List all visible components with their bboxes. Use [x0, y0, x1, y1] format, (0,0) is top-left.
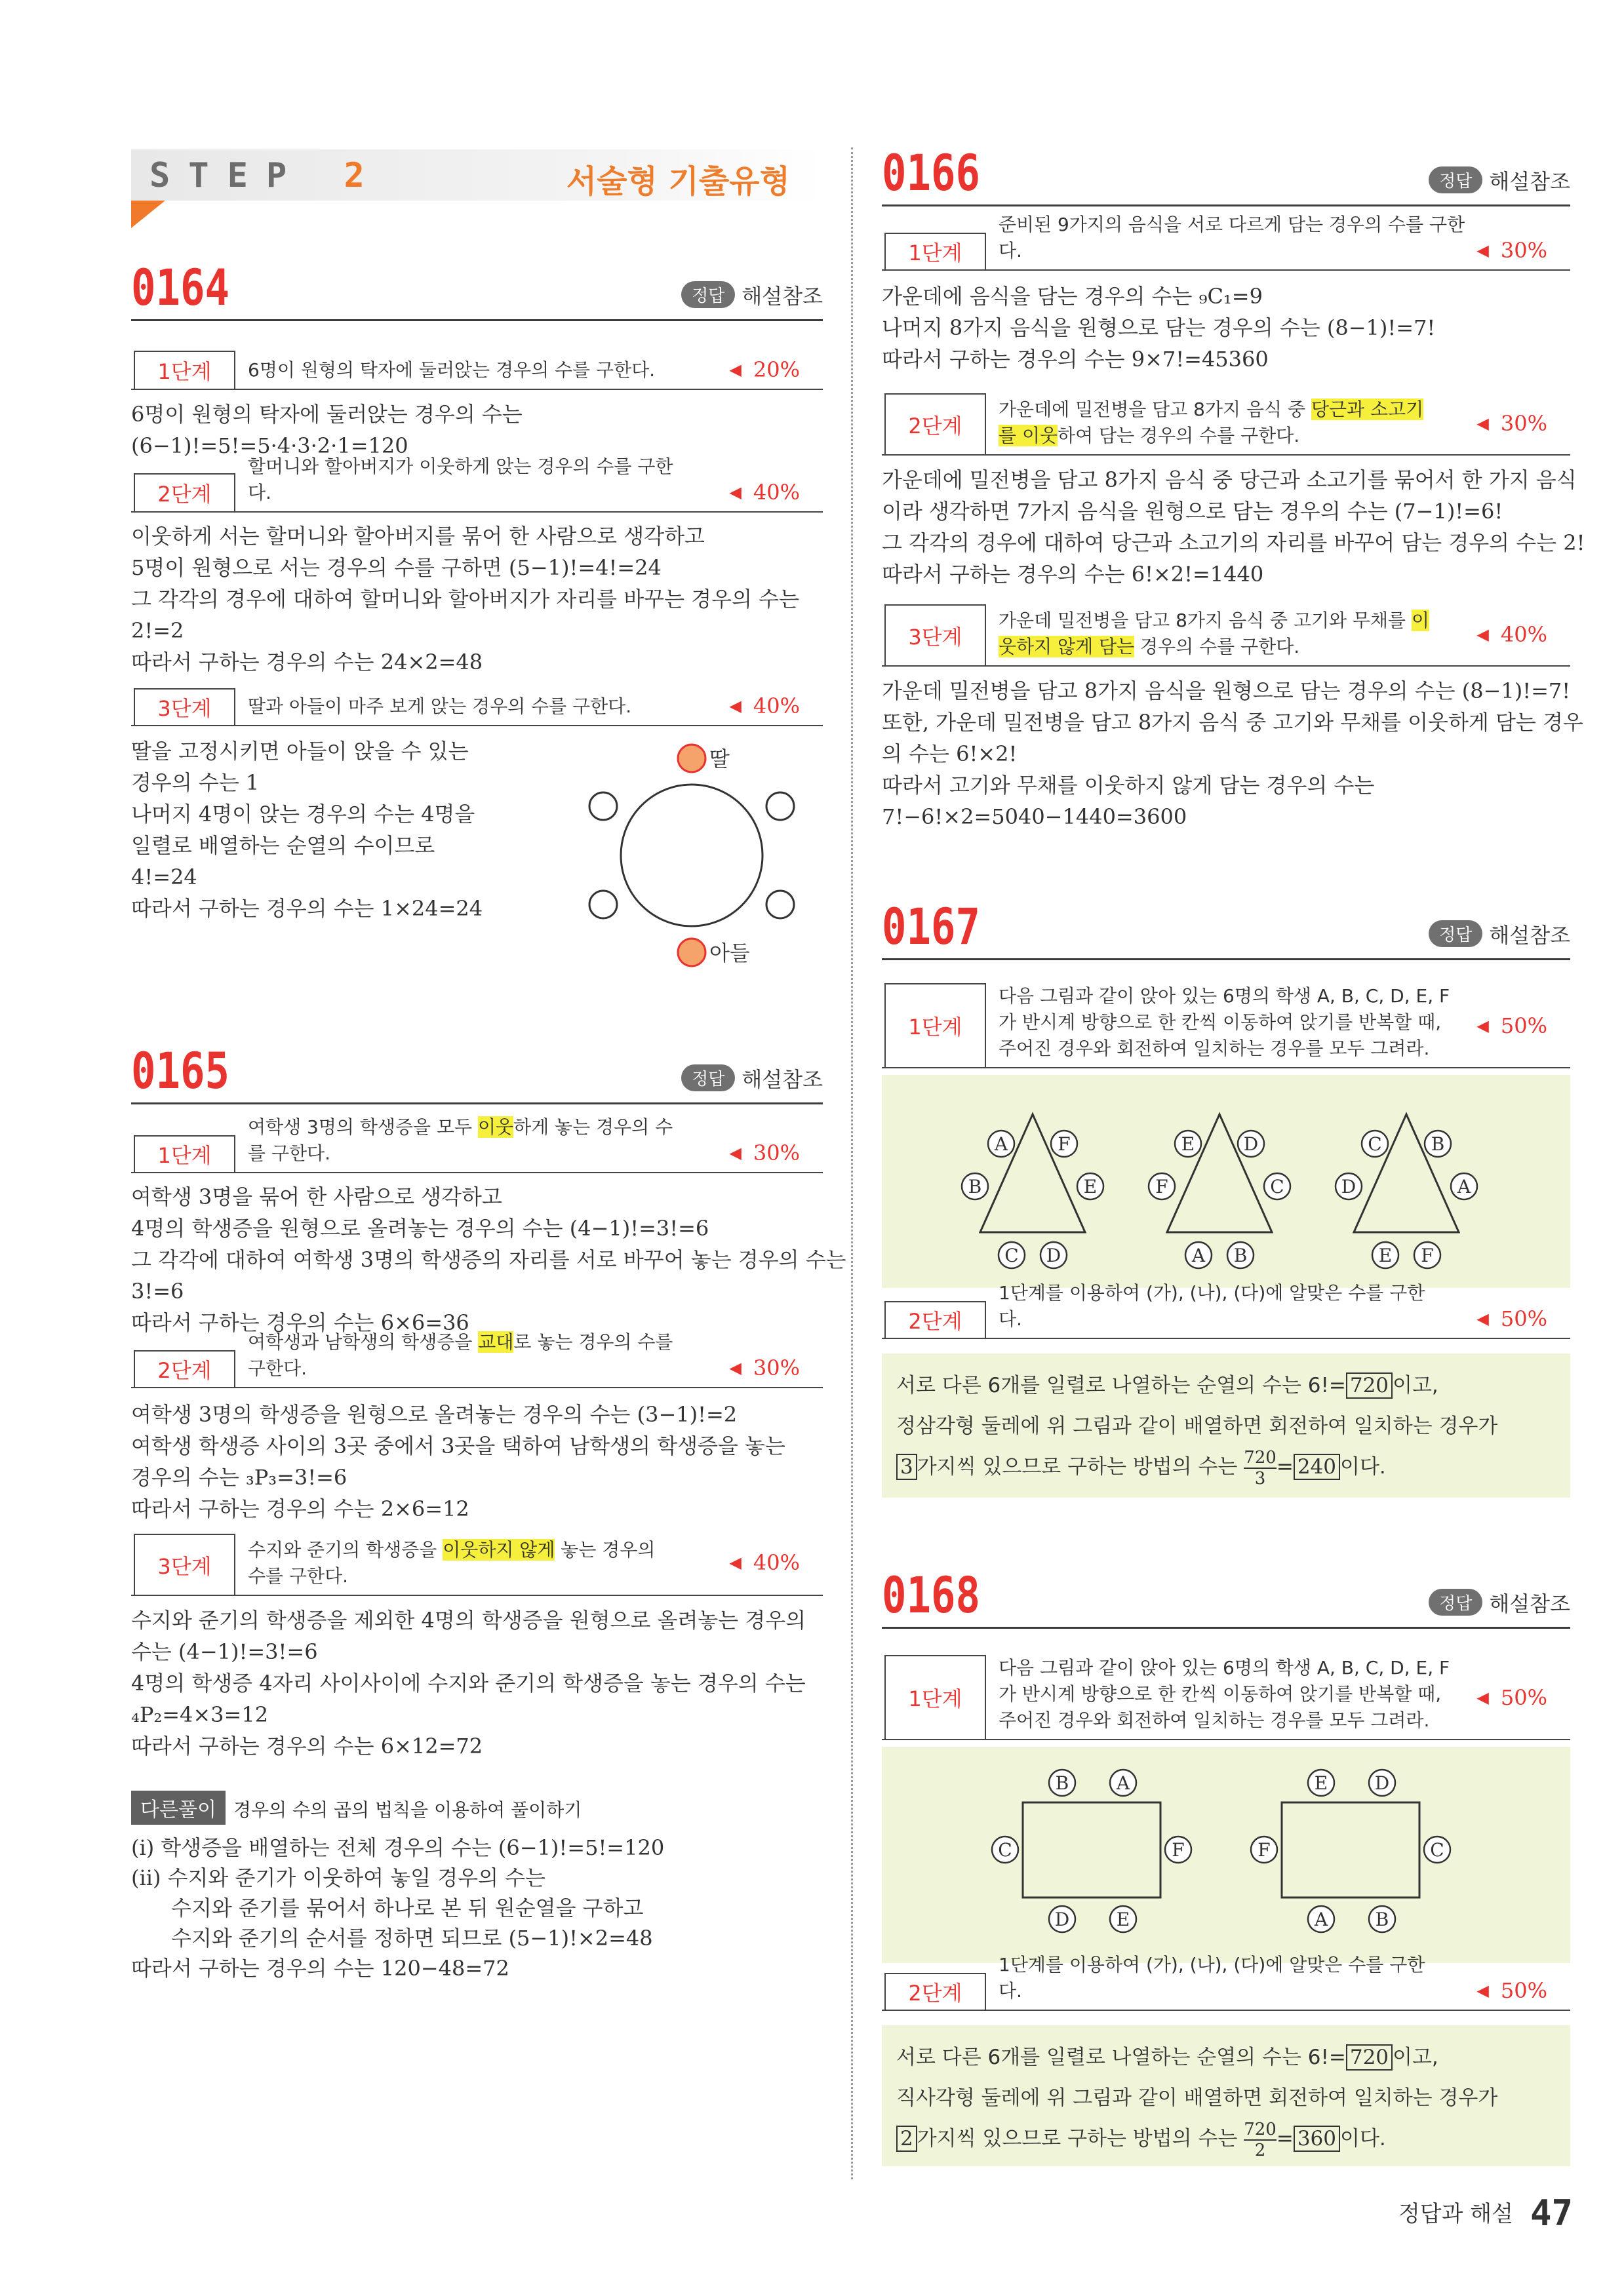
svg-text:E: E	[1181, 1133, 1195, 1155]
label-son: 아들	[709, 941, 750, 965]
seat-son	[678, 939, 705, 966]
stage-0166-2: 2단계 가운데에 밀전병을 담고 8가지 음식 중 당근과 소고기를 이웃하여 담는 경우의 수를 구한다. ◀ 30%	[882, 393, 1570, 456]
body-0165-3: 수지와 준기의 학생증을 제외한 4명의 학생증을 원형으로 올려놓는 경우의 수는 (4−1)!=3!=6 4명의 학생증 4자리 사이사이에 수지와 준기의 학생증을 놓는 경우의 수는 ₄P₂=4×3=12 따라서 구하는 경우의 수는 6×12=72	[131, 1608, 806, 1759]
svg-text:E: E	[1378, 1245, 1393, 1266]
body-0164-3: 딸을 고정시키면 아들이 앉을 수 있는 경우의 수는 1 나머지 4명이 앉는 경우의 수는 4명을 일렬로 배열하는 순열의 수이므로 4!=24 따라서 구하는 경우의 수는 1×24=24	[131, 739, 483, 921]
stage-0164-3: 3단계 딸과 아들이 마주 보게 앉는 경우의 수를 구한다. ◀ 40%	[131, 688, 823, 726]
seat-top-left	[1175, 1131, 1201, 1157]
svg-text:F: F	[1172, 1839, 1185, 1861]
body-0166-2: 가운데에 밀전병을 담고 8가지 음식 중 당근과 소고기를 묶어서 한 가지 음식 이라 생각하면 7가지 음식을 원형으로 담는 경우의 수는 (7−1)!=6! 그 각각의 경우에 대하여 당근과 소고기의 자리를 바꾸어 담는 경우의 수는 2! 따라서 구하는 경우의 수는 6!×2!=1440	[882, 467, 1585, 587]
problem-header-0164	[131, 258, 823, 321]
seat-mid-right	[1451, 1173, 1477, 1199]
seat-bottom-right	[1414, 1242, 1440, 1268]
svg-text:A: A	[1191, 1245, 1206, 1266]
stage-0165-3: 3단계 수지와 준기의 학생증을 이웃하지 않게 놓는 경우의 수를 구한다. ◀ 40%	[131, 1534, 823, 1596]
body-0164-1: 6명이 원형의 탁자에 둘러앉는 경우의 수는 (6−1)!=5!=5·4·3·2·1=120	[131, 402, 523, 458]
svg-text:A: A	[994, 1133, 1008, 1155]
problem-header-0166: 0166 정답 해설참조	[882, 147, 1570, 206]
svg-text:E: E	[1314, 1772, 1328, 1794]
seat-top-right	[1051, 1131, 1077, 1157]
seat-top-left	[1308, 1770, 1334, 1796]
stage-0165-1: 1단계 여학생 3명의 학생증을 모두 이웃하게 놓는 경우의 수를 구한다. ◀ 30%	[131, 1135, 823, 1173]
svg-text:C: C	[1270, 1176, 1284, 1197]
seat-top-left	[1049, 1770, 1075, 1796]
svg-text:A: A	[1457, 1176, 1471, 1197]
svg-text:F: F	[1258, 1839, 1271, 1861]
seat-mid-right	[1077, 1173, 1103, 1199]
blank-da: 360	[1294, 2126, 1340, 2152]
seat-bottom-right	[1040, 1242, 1067, 1268]
problem-header-0165: 0165 정답 해설참조	[131, 1045, 823, 1104]
answer-box-0167: 서로 다른 6개를 일렬로 나열하는 순열의 수는 6!= 720 이고, 정삼각형 둘레에 위 그림과 같이 배열하면 회전하여 일치하는 경우가 3 가지씩 있으므로 구하는 방법의 수는 $\frac{720}{3}$ = 240 이다.	[882, 1353, 1570, 1498]
stage-0167-1: 1단계 다음 그림과 같이 앉아 있는 6명의 학생 A, B, C, D, E, F가 반시계 방향으로 한 칸씩 이동하여 앉기를 반복할 때, 주어진 경우와 회전하여 일치하는 경우를 모두 그려라. ◀ 50%	[882, 983, 1570, 1068]
svg-text:B: B	[1375, 1909, 1389, 1930]
stage-0168-1: 1단계 다음 그림과 같이 앉아 있는 6명의 학생 A, B, C, D, E, F가 반시계 방향으로 한 칸씩 이동하여 앉기를 반복할 때, 주어진 경우와 회전하여 일치하는 경우를 모두 그려라. ◀ 50%	[882, 1655, 1570, 1740]
stage-0166-3: 3단계 가운데 밀전병을 담고 8가지 음식 중 고기와 무채를 이웃하지 않게 담는 경우의 수를 구한다. ◀ 40%	[882, 604, 1570, 667]
svg-text:D: D	[1054, 1909, 1070, 1930]
seat-bottom-left	[1308, 1906, 1334, 1932]
seat-top-right	[1110, 1770, 1136, 1796]
body-0165-2: 여학생 3명의 학생증을 원형으로 올려놓는 경우의 수는 (3−1)!=2 여학생 학생증 사이의 3곳 중에서 3곳을 택하여 남학생의 학생증을 놓는 경우의 수는 ₃P₃=3!=6 따라서 구하는 경우의 수는 2×6=12	[131, 1402, 785, 1521]
label-daughter: 딸	[709, 747, 730, 771]
answer-ref: 정답 해설참조	[681, 280, 823, 310]
answer-box-0168: 서로 다른 6개를 일렬로 나열하는 순열의 수는 6!= 720 이고, 직사각형 둘레에 위 그림과 같이 배열하면 회전하여 일치하는 경우가 2 가지씩 있으므로 구하는 방법의 수는 $\frac{720}{2}$ = 360 이다.	[882, 2025, 1570, 2166]
alt-solution-body: (ⅰ) 학생증을 배열하는 전체 경우의 수는 (6−1)!=5!=120 (ⅱ) 수지와 준기가 이웃하여 놓일 경우의 수는 수지와 준기를 묶어서 하나로 본 뒤 원순열을 구하고 수지와 준기의 순서를 정하면 되므로 (5−1)!×2=48 따라서 구하는 경우의 수는 120−48=72	[131, 1835, 665, 1981]
body-0166-3: 가운데 밀전병을 담고 8가지 음식을 원형으로 담는 경우의 수는 (8−1)!=7! 또한, 가운데 밀전병을 담고 8가지 음식 중 고기와 무채를 이웃하게 담는 경우 의 수는 6!×2! 따라서 고기와 무채를 이웃하지 않게 담는 경우의 수는 7!−6!×2=5040−1440=3600	[882, 678, 1583, 829]
body-0164-2: 이웃하게 서는 할머니와 할아버지를 묶어 한 사람으로 생각하고 5명이 원형으로 서는 경우의 수를 구하면 (5−1)!=4!=24 그 각각의 경우에 대하여 할머니와 할아버지가 자리를 바꾸는 경우의 수는 2!=2 따라서 구하는 경우의 수는 24×2=48	[131, 524, 799, 674]
seat-mid-left	[1336, 1173, 1362, 1199]
column-divider	[851, 147, 853, 2179]
blank-ga: 720	[1346, 2044, 1393, 2071]
svg-text:D: D	[1046, 1245, 1061, 1266]
svg-text:D: D	[1374, 1772, 1390, 1794]
footer-text: 정답과 해설	[1398, 2201, 1513, 2227]
rectangle-shape	[1282, 1802, 1419, 1897]
alt-solution-header: 다른풀이 경우의 수의 곱의 법칙을 이용하여 풀이하기	[131, 1791, 582, 1822]
svg-text:C: C	[998, 1839, 1012, 1861]
svg-text:B: B	[1233, 1245, 1248, 1266]
seat-left	[992, 1837, 1018, 1863]
svg-text:D: D	[1341, 1176, 1357, 1197]
seat-right	[1424, 1837, 1450, 1863]
blank-ga: 720	[1346, 1372, 1393, 1399]
svg-text:E: E	[1083, 1176, 1098, 1197]
svg-text:A: A	[1314, 1909, 1328, 1930]
seat-top-left	[988, 1131, 1014, 1157]
step-label: STEP 2	[149, 156, 365, 195]
svg-text:C: C	[1004, 1245, 1019, 1266]
seat-bottom-left	[1049, 1906, 1075, 1932]
svg-text:F: F	[1421, 1245, 1434, 1266]
seat-top-right	[1238, 1131, 1264, 1157]
step-triangle-mark	[131, 201, 165, 228]
problem-header-0167: 0167 정답 해설참조	[882, 901, 1570, 960]
rectangle-shape	[1023, 1802, 1160, 1897]
svg-text:C: C	[1430, 1839, 1444, 1861]
seat-bottom-right	[1110, 1906, 1136, 1932]
problem-number: 0164	[131, 258, 230, 317]
round-table-diagram	[584, 737, 806, 973]
seat-top-left	[1362, 1131, 1388, 1157]
step-title: 서술형 기출유형	[566, 163, 790, 200]
seat-right	[1165, 1837, 1191, 1863]
svg-text:F: F	[1058, 1133, 1071, 1155]
triangle-arrangements	[961, 1108, 1551, 1285]
seat-top-right	[1425, 1131, 1451, 1157]
seat-mid-left	[1149, 1173, 1175, 1199]
seat-mid-left	[962, 1173, 988, 1199]
seat-bottom-right	[1227, 1242, 1254, 1268]
stage-0165-2: 2단계 여학생과 남학생의 학생증을 교대로 놓는 경우의 수를 구한다. ◀ 30%	[131, 1350, 823, 1388]
blank-na: 2	[896, 2126, 917, 2152]
svg-text:B: B	[1431, 1133, 1445, 1155]
svg-text:E: E	[1116, 1909, 1130, 1930]
seat-daughter	[678, 745, 705, 772]
svg-text:C: C	[1368, 1133, 1382, 1155]
svg-text:B: B	[968, 1176, 982, 1197]
seat-bottom-left	[999, 1242, 1025, 1268]
problem-header-0168: 0168 정답 해설참조	[882, 1570, 1570, 1629]
blank-da: 240	[1294, 1454, 1340, 1480]
stage-0164-2: 2단계 할머니와 할아버지가 이웃하게 앉는 경우의 수를 구한다. ◀ 40%	[131, 473, 823, 513]
svg-text:B: B	[1055, 1772, 1069, 1794]
seat-left	[1251, 1837, 1277, 1863]
page-footer	[1398, 2192, 1573, 2234]
stage-0168-2: 2단계 1단계를 이용하여 (가), (나), (다)에 알맞은 수를 구한다. ◀ 50%	[882, 1973, 1570, 2011]
body-0166-1: 가운데에 음식을 담는 경우의 수는 ₉C₁=9 나머지 8가지 음식을 원형으로 담는 경우의 수는 (8−1)!=7! 따라서 구하는 경우의 수는 9×7!=45360	[882, 284, 1436, 372]
body-0165-1: 여학생 3명을 묶어 한 사람으로 생각하고 4명의 학생증을 원형으로 올려놓는 경우의 수는 (4−1)!=3!=6 그 각각에 대하여 여학생 3명의 학생증의 자리를 서로 바꾸어 놓는 경우의 수는 3!=6 따라서 구하는 경우의 수는 6×6=36	[131, 1184, 846, 1335]
page-number: 47	[1530, 2192, 1573, 2234]
blank-na: 3	[896, 1454, 917, 1480]
seat-mid-right	[1264, 1173, 1290, 1199]
seat-bottom-left	[1372, 1242, 1398, 1268]
step-banner	[131, 149, 823, 201]
rectangle-arrangements	[980, 1763, 1537, 1940]
seat-bottom-left	[1185, 1242, 1212, 1268]
svg-text:D: D	[1243, 1133, 1259, 1155]
stage-0167-2: 2단계 1단계를 이용하여 (가), (나), (다)에 알맞은 수를 구한다. ◀ 50%	[882, 1301, 1570, 1339]
stage-0166-1: 1단계 준비된 9가지의 음식을 서로 다르게 담는 경우의 수를 구한다. ◀ 30%	[882, 233, 1570, 271]
seat-bottom-right	[1369, 1906, 1395, 1932]
svg-text:A: A	[1116, 1772, 1130, 1794]
svg-text:F: F	[1155, 1176, 1168, 1197]
stage-0164-1: 1단계 6명이 원형의 탁자에 둘러앉는 경우의 수를 구한다. ◀ 20%	[131, 351, 823, 390]
seat-top-right	[1369, 1770, 1395, 1796]
